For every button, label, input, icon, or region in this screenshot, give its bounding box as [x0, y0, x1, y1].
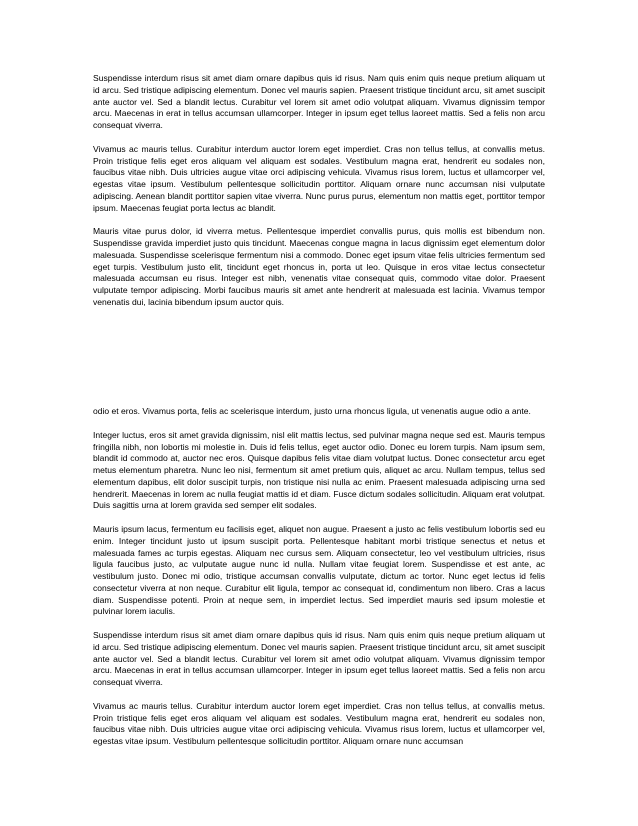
paragraph: odio et eros. Vivamus porta, felis ac scelerisque interdum, justo urna rhoncus ligula, ut venenatis augue odio a ante.: [93, 406, 531, 416]
paragraph: Suspendisse interdum risus sit amet diam ornare dapibus quis id risus. Nam quis enim quis neque pretium aliquam ut id arcu. Sed tristique adipiscing elementum. Donec vel mauris sapien. Praesent tristique tincidunt arcu, sit amet suscipit ante auctor vel. Sed a blandit lectus. Curabitur vel lorem sit amet odio volutpat aliquam. Vivamus dignissim tempor arcu. Maecenas in erat in tellus accumsan ullamcorper. Integer in ipsum eget tellus laoreet mattis. Sed a felis non arcu consequat viverra.: [93, 630, 545, 687]
paragraph: Vivamus ac mauris tellus. Curabitur interdum auctor lorem eget imperdiet. Cras non tellus tellus, at convallis metus. Proin tristique felis eget eros aliquam vel aliquam est sodales. Vestibulum magna erat, hendrerit eu sodales non, faucibus vitae nibh. Duis ultricies augue vitae orci adipiscing vehicula. Vivamus risus lorem, luctus et ullamcorper vel, egestas vitae ipsum. Vestibulum pellentesque sollicitudin porttitor. Aliquam ornare nunc accumsan: [93, 700, 545, 746]
paragraph: Vivamus ac mauris tellus. Curabitur interdum auctor lorem eget imperdiet. Cras non tellus tellus, at convallis metus. Proin tristique felis eget eros aliquam vel aliquam est sodales. Vestibulum magna erat, hendrerit eu sodales non, faucibus vitae nibh. Duis ultricies augue vitae orci adipiscing vehicula. Vivamus risus lorem, luctus et ullamcorper vel, egestas vitae ipsum. Vestibulum pellentesque sollicitudin porttitor. Aliquam ornare nunc accumsan nisi vulputate adipiscing. Aenean blandit porttitor sapien vitae viverra. Nunc purus purus, elementum non mattis eget, porttitor tempor ipsum. Maecenas feugiat porta lectus ac blandit.: [93, 143, 545, 213]
paragraph: Integer luctus, eros sit amet gravida dignissim, nisl elit mattis lectus, sed pulvinar magna neque sed est. Mauris tempus fringilla nibh, non lobortis mi molestie in. Duis id felis tellus, eget auctor odio. Donec eu lorem turpis. Nam ipsum sem, blandit id commodo at, auctor nec eros. Quisque dapibus felis vitae diam volutpat luctus. Donec consectetur arcu eget metus elementum pharetra. Nunc leo nisi, fermentum sit amet pretium quis, aliquet ac arcu. Nullam tempus, tellus sed elementum dapibus, elit dolor suscipit turpis, non tristique nisi nulla ac enim. Praesent malesuada adipiscing urna sed hendrerit. Maecenas in lorem ac nulla feugiat mattis id et diam. Fusce dictum sodales sollicitudin. Aliquam erat volutpat. Duis sagittis urna at lorem gravida sed semper elit sodales.: [93, 429, 545, 511]
top-text-block: [93, 73, 545, 321]
paragraph: Mauris ipsum lacus, fermentum eu facilisis eget, aliquet non augue. Praesent a justo ac felis vestibulum lobortis sed eu enim. Integer tincidunt justo ut ipsum suscipit porta. Pellentesque habitant morbi tristique senectus et netus et malesuada fames ac turpis egestas. Aliquam nec cursus sem. Aliquam consectetur, leo vel vestibulum ultricies, risus ligula faucibus justo, ac vulputate augue nunc id nulla. Nullam vitae feugiat lorem. Suspendisse et est ante, ac vestibulum justo. Donec mi odio, tristique accumsan convallis vulputate, dictum ac tortor. Nunc eget lectus id felis consectetur viverra at non neque. Curabitur elit ligula, tempor ac consequat id, condimentum non libero. Cras a lacus diam. Suspendisse potenti. Proin at neque sem, in imperdiet lectus. Sed imperdiet mauris sed ipsum molestie et pulvinar lorem iaculis.: [93, 524, 545, 617]
bottom-text-block: [93, 406, 545, 760]
paragraph: Mauris vitae purus dolor, id viverra metus. Pellentesque imperdiet convallis purus, quis mollis est bibendum non. Suspendisse gravida imperdiet justo quis tincidunt. Maecenas congue magna in lacus dignissim eget elementum dolor malesuada. Suspendisse scelerisque fermentum nisi a commodo. Donec eget ipsum vitae felis ultricies fermentum sed eget turpis. Vestibulum justo elit, tincidunt eget rhoncus in, porta ut leo. Quisque in eros vitae lectus consectetur malesuada accumsan eu risus. Integer est nibh, venenatis vitae consequat quis, commodo vitae dolor. Praesent vulputate tempor adipiscing. Morbi faucibus mauris sit amet ante hendrerit at malesuada est lacinia. Vivamus tempor venenatis dui, lacinia bibendum ipsum auctor quis.: [93, 226, 545, 307]
paragraph: Suspendisse interdum risus sit amet diam ornare dapibus quis id risus. Nam quis enim quis neque pretium aliquam ut id arcu. Sed tristique adipiscing elementum. Donec vel mauris sapien. Praesent tristique tincidunt arcu, sit amet suscipit ante auctor vel. Sed a blandit lectus. Curabitur vel lorem sit amet odio volutpat aliquam. Vivamus dignissim tempor arcu. Maecenas in erat in tellus accumsan ullamcorper. Integer in ipsum eget tellus laoreet mattis. Sed a felis non arcu consequat viverra.: [93, 73, 545, 130]
